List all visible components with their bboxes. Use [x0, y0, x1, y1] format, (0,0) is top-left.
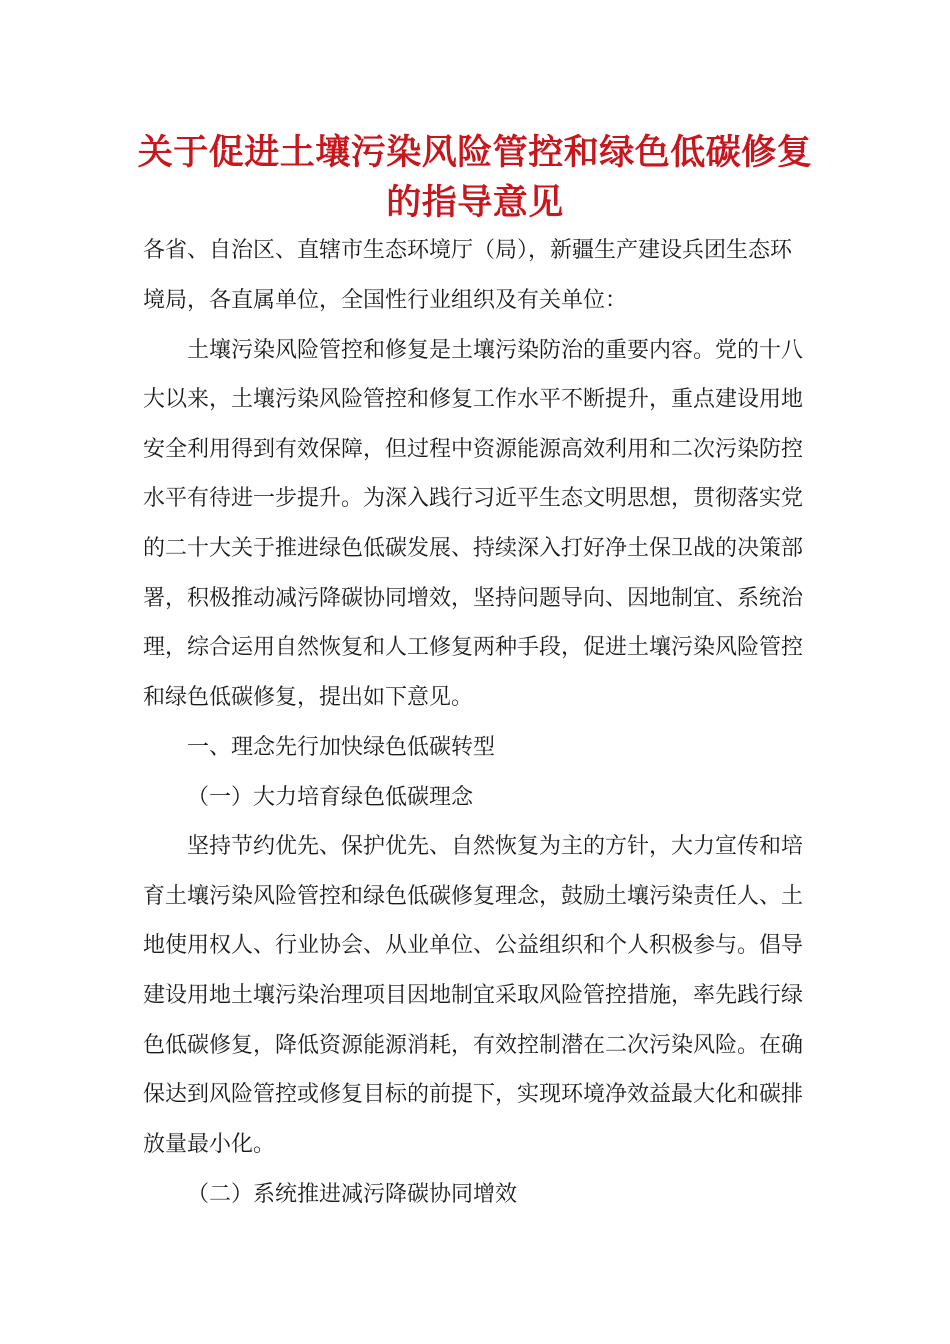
paragraph-1-line-5: 的二十大关于推进绿色低碳发展、持续深入打好净土保卫战的决策部: [143, 536, 804, 561]
paragraph-2-line-4: 建设用地土壤污染治理项目因地制宜采取风险管控措施，率先践行绿: [143, 983, 804, 1008]
document-title-line-1: 关于促进土壤污染风险管控和绿色低碳修复: [137, 133, 813, 173]
addressee-line-2: 境局，各直属单位，全国性行业组织及有关单位：: [143, 288, 628, 313]
paragraph-2-line-1: 坚持节约优先、保护优先、自然恢复为主的方针，大力宣传和培: [187, 834, 804, 859]
paragraph-1-line-2: 大以来，土壤污染风险管控和修复工作水平不断提升，重点建设用地: [143, 387, 804, 412]
document-title-line-2: 的指导意见: [386, 183, 564, 223]
paragraph-1-line-8: 和绿色低碳修复，提出如下意见。: [143, 685, 474, 710]
paragraph-2-line-3: 地使用权人、行业协会、从业单位、公益组织和个人积极参与。倡导: [143, 933, 804, 958]
subsection-heading-2: （二）系统推进减污降碳协同增效: [187, 1182, 518, 1207]
paragraph-1-line-7: 理，综合运用自然恢复和人工修复两种手段，促进土壤污染风险管控: [143, 635, 804, 660]
paragraph-1-line-1: 土壤污染风险管控和修复是土壤污染防治的重要内容。党的十八: [187, 338, 804, 363]
paragraph-1-line-4: 水平有待进一步提升。为深入践行习近平生态文明思想，贯彻落实党: [143, 486, 804, 511]
paragraph-1-line-3: 安全利用得到有效保障，但过程中资源能源高效利用和二次污染防控: [143, 437, 804, 462]
subsection-heading-1: （一）大力培育绿色低碳理念: [187, 785, 474, 810]
addressee-line-1: 各省、自治区、直辖市生态环境厅（局），新疆生产建设兵团生态环: [143, 238, 793, 263]
section-heading-1: 一、理念先行加快绿色低碳转型: [187, 735, 496, 760]
paragraph-2-line-6: 保达到风险管控或修复目标的前提下，实现环境净效益最大化和碳排: [143, 1082, 804, 1107]
paragraph-1-line-6: 署，积极推动减污降碳协同增效，坚持问题导向、因地制宜、系统治: [143, 586, 804, 611]
paragraph-2-line-7: 放量最小化。: [143, 1132, 276, 1157]
paragraph-2-line-2: 育土壤污染风险管控和绿色低碳修复理念，鼓励土壤污染责任人、土: [143, 884, 804, 909]
paragraph-2-line-5: 色低碳修复，降低资源能源消耗，有效控制潜在二次污染风险。在确: [143, 1033, 804, 1058]
